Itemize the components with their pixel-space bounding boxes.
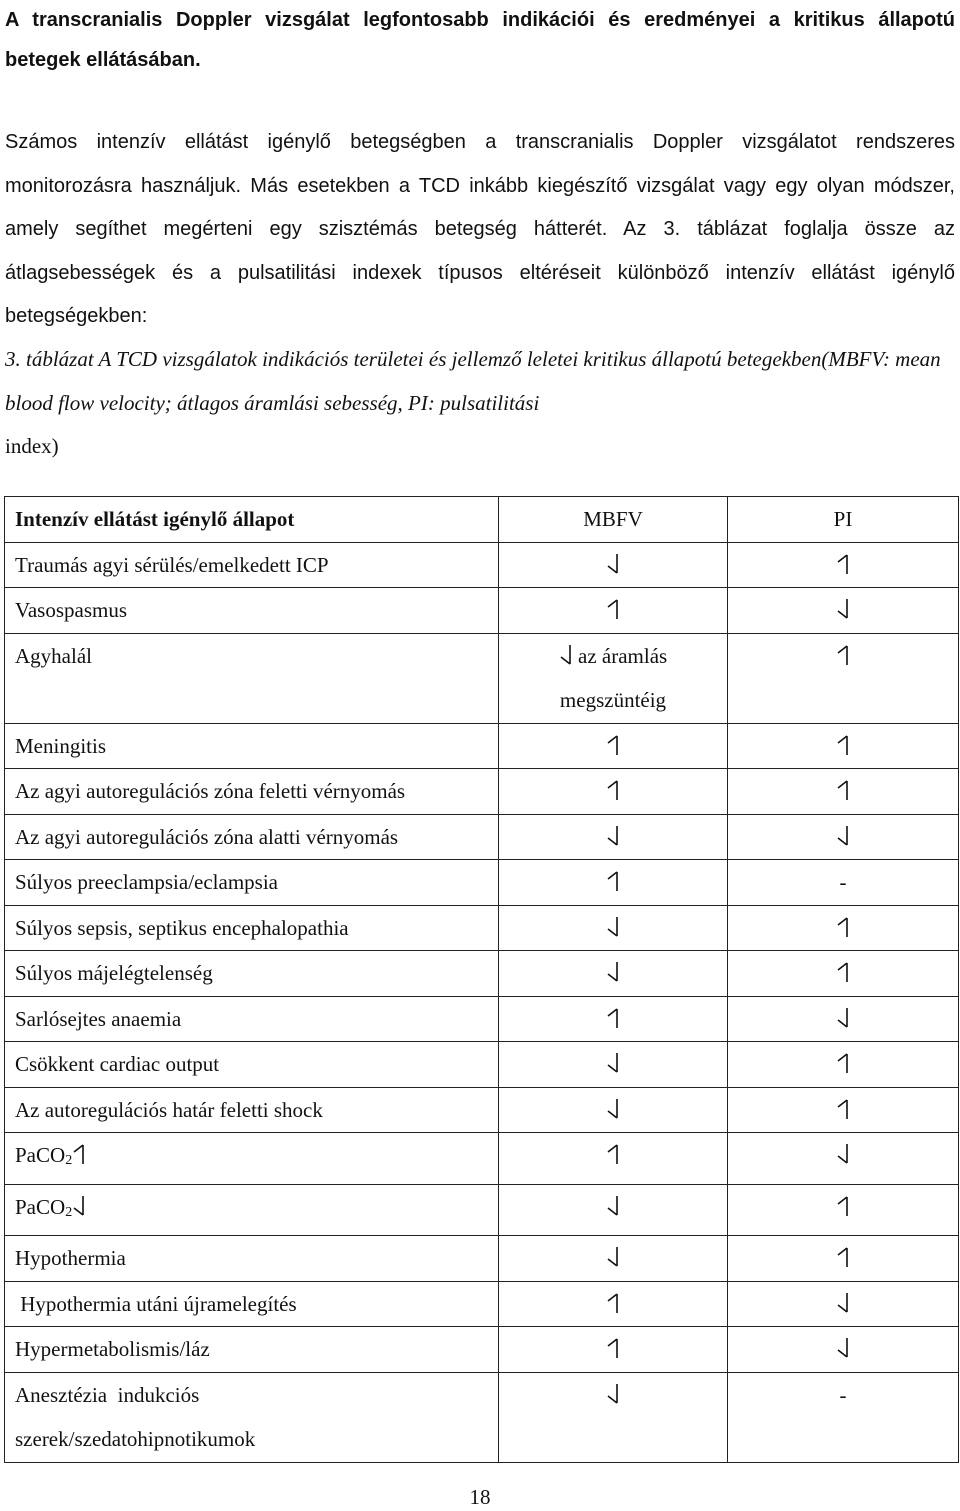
cell-pi — [728, 951, 959, 997]
header-pi: PI — [728, 497, 959, 543]
header-condition: Intenzív ellátást igénylő állapot — [5, 497, 499, 543]
table-row — [5, 1133, 959, 1185]
cell-condition — [5, 1133, 499, 1185]
page-number: 18 — [469, 1485, 491, 1509]
cell-condition — [5, 1281, 499, 1327]
table-row — [5, 1042, 959, 1088]
caption-italic: 3. táblázat A TCD vizsgálatok indikációs területei és jellemző leletei kritikus állapotú betegekben(MBFV: mean blood flow velocity; átlagos áramlási sebesség, PI: pulsatilitási — [5, 347, 941, 415]
arrow-down-icon — [72, 1195, 86, 1217]
arrow-down-icon — [836, 1007, 850, 1029]
table-row — [5, 860, 959, 906]
arrow-up-icon — [606, 1143, 620, 1165]
condition-text: Meningitis — [15, 733, 107, 758]
arrow-up-icon — [606, 734, 620, 756]
cell-mbfv — [499, 814, 728, 860]
cell-mbfv — [499, 542, 728, 588]
cell-mbfv — [499, 1327, 728, 1373]
table-row — [5, 1281, 959, 1327]
arrow-up-icon — [836, 1246, 850, 1268]
table-row — [5, 723, 959, 769]
table-row — [5, 1184, 959, 1236]
condition-text: Hypermetabolismis/láz — [15, 1337, 210, 1361]
cell-mbfv — [499, 1042, 728, 1088]
cell-condition — [5, 996, 499, 1042]
cell-condition — [5, 860, 499, 906]
condition-text: Hypothermia — [15, 1246, 126, 1270]
cell-pi — [728, 588, 959, 634]
cell-mbfv — [499, 1236, 728, 1282]
cell-pi — [728, 814, 959, 860]
cell-condition — [5, 1087, 499, 1133]
table-header-row — [5, 497, 959, 543]
condition-text: PaCO — [15, 1194, 66, 1219]
cell-condition — [5, 633, 499, 723]
arrow-down-icon — [606, 1098, 620, 1120]
condition-text: Vasospasmus — [15, 598, 128, 622]
table-row — [5, 814, 959, 860]
cell-pi — [728, 1087, 959, 1133]
cell-pi — [728, 1281, 959, 1327]
arrow-up-icon — [836, 1195, 850, 1217]
condition-text: Anesztézia indukciós szerek/szedatohipnotikumok — [15, 1382, 256, 1451]
table-row — [5, 542, 959, 588]
pi-dash: - — [839, 1382, 847, 1407]
arrow-up-icon — [606, 598, 620, 620]
arrow-down-icon — [606, 916, 620, 938]
cell-mbfv — [499, 1133, 728, 1185]
arrow-up-icon — [836, 916, 850, 938]
arrow-up-icon — [72, 1143, 86, 1165]
cell-mbfv — [499, 588, 728, 634]
condition-subscript: 2 — [65, 1153, 73, 1168]
arrow-down-icon — [559, 644, 573, 666]
arrow-up-icon — [606, 1007, 620, 1029]
cell-pi — [728, 723, 959, 769]
cell-mbfv — [499, 633, 728, 723]
arrow-up-icon — [836, 734, 850, 756]
cell-condition — [5, 905, 499, 951]
cell-pi — [728, 1042, 959, 1088]
cell-pi — [728, 542, 959, 588]
caption-plain: index) — [5, 434, 59, 458]
cell-condition — [5, 769, 499, 815]
arrow-down-icon — [606, 1195, 620, 1217]
cell-mbfv — [499, 769, 728, 815]
arrow-up-icon — [606, 779, 620, 801]
table-row — [5, 633, 959, 723]
arrow-down-icon — [606, 553, 620, 575]
arrow-down-icon — [606, 961, 620, 983]
arrow-down-icon — [606, 1246, 620, 1268]
arrow-down-icon — [606, 1052, 620, 1074]
cell-mbfv — [499, 1184, 728, 1236]
cell-mbfv — [499, 951, 728, 997]
arrow-down-icon — [836, 1292, 850, 1314]
arrow-up-icon — [606, 870, 620, 892]
cell-pi — [728, 633, 959, 723]
condition-text: PaCO — [15, 1143, 66, 1167]
table-row — [5, 996, 959, 1042]
cell-pi — [728, 996, 959, 1042]
cell-pi — [728, 769, 959, 815]
arrow-up-icon — [836, 644, 850, 666]
condition-text: Sarlósejtes anaemia — [15, 1006, 182, 1031]
cell-mbfv — [499, 996, 728, 1042]
cell-pi — [728, 905, 959, 951]
mbfv-note: az áramlás megszüntéig — [559, 643, 668, 712]
cell-condition — [5, 1327, 499, 1373]
cell-mbfv — [499, 723, 728, 769]
cell-condition — [5, 542, 499, 588]
condition-text: Az agyi autoregulációs zóna alatti vérnyomás — [15, 824, 399, 849]
table-row — [5, 905, 959, 951]
arrow-down-icon — [836, 1143, 850, 1165]
table-row — [5, 1236, 959, 1282]
table-row — [5, 1087, 959, 1133]
intro-paragraph: Számos intenzív ellátást igénylő betegségben a transcranialis Doppler vizsgálatot rendszeres monitorozásra használjuk. Más esetekben a TCD inkább kiegészítő vizsgálat vagy egy olyan módszer, amely segíthet megérteni egy szisztémás betegség hátterét. Az 3. táblázat foglalja össze az átlagsebességek és a pulsatilitási indexek típusos eltéréseit különböző intenzív ellátást igénylő betegségekben: — [5, 131, 955, 327]
pi-dash: - — [839, 870, 847, 894]
table-row — [5, 951, 959, 997]
arrow-up-icon — [836, 961, 850, 983]
cell-condition — [5, 814, 499, 860]
condition-text: Súlyos sepsis, septikus encephalopathia — [15, 915, 349, 940]
cell-condition — [5, 1236, 499, 1282]
cell-pi — [728, 1184, 959, 1236]
table-row — [5, 1372, 959, 1462]
cell-pi — [728, 1372, 959, 1462]
arrow-up-icon — [836, 1052, 850, 1074]
cell-pi — [728, 860, 959, 906]
cell-condition — [5, 951, 499, 997]
table-row — [5, 769, 959, 815]
cell-condition — [5, 1042, 499, 1088]
tcd-findings-table — [4, 496, 959, 1463]
condition-text: Hypothermia utáni újramelegítés — [15, 1291, 297, 1316]
arrow-down-icon — [606, 825, 620, 847]
condition-text: Az agyi autoregulációs zóna feletti vérnyomás — [15, 779, 406, 803]
arrow-down-icon — [836, 598, 850, 620]
table-row — [5, 1327, 959, 1373]
cell-pi — [728, 1133, 959, 1185]
arrow-up-icon — [836, 1098, 850, 1120]
cell-condition — [5, 1372, 499, 1462]
cell-condition — [5, 588, 499, 634]
table-row — [5, 588, 959, 634]
cell-mbfv — [499, 1087, 728, 1133]
table-caption — [5, 338, 955, 469]
cell-mbfv — [499, 905, 728, 951]
arrow-up-icon — [836, 779, 850, 801]
cell-mbfv — [499, 1372, 728, 1462]
cell-pi — [728, 1236, 959, 1282]
condition-text: Csökkent cardiac output — [15, 1052, 220, 1076]
arrow-up-icon — [606, 1337, 620, 1359]
cell-mbfv — [499, 1281, 728, 1327]
condition-text: Agyhalál — [15, 643, 92, 668]
cell-condition — [5, 1184, 499, 1236]
condition-text: Traumás agyi sérülés/emelkedett ICP — [15, 552, 329, 577]
arrow-down-icon — [606, 1383, 620, 1405]
condition-text: Súlyos preeclampsia/eclampsia — [15, 870, 279, 894]
arrow-down-icon — [836, 825, 850, 847]
table-body — [5, 542, 959, 1462]
arrow-down-icon — [836, 1337, 850, 1359]
condition-text: Súlyos májelégtelenség — [15, 961, 213, 985]
section-heading: A transcranialis Doppler vizsgálat legfontosabb indikációi és eredményei a kritikus állapotú betegek ellátásában. — [5, 9, 955, 71]
cell-pi — [728, 1327, 959, 1373]
condition-text: Az autoregulációs határ feletti shock — [15, 1097, 323, 1122]
condition-subscript: 2 — [65, 1204, 73, 1220]
cell-condition — [5, 723, 499, 769]
arrow-up-icon — [836, 553, 850, 575]
arrow-up-icon — [606, 1292, 620, 1314]
header-mbfv: MBFV — [499, 497, 728, 543]
cell-mbfv — [499, 860, 728, 906]
